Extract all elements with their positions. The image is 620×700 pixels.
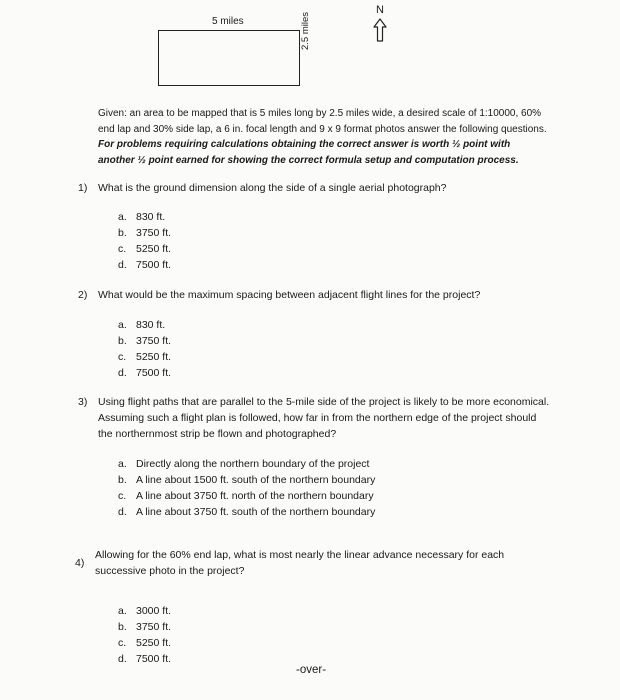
question-1-option-d[interactable]: d. 7500 ft.	[118, 259, 172, 271]
question-3-option-d[interactable]: d. A line about 3750 ft. south of the northern boundary	[118, 506, 376, 518]
given-paragraph	[98, 106, 548, 168]
question-2-number: 2)	[78, 289, 88, 301]
question-4-option-a[interactable]: a. 3000 ft.	[118, 605, 172, 617]
length-label: 5 miles	[212, 16, 244, 27]
question-4-text: Allowing for the 60% end lap, what is most nearly the linear advance necessary for each successive photo in the project?	[95, 549, 505, 577]
question-4-option-c[interactable]: c. 5250 ft.	[118, 637, 172, 649]
question-2-option-b[interactable]: b. 3750 ft.	[118, 335, 172, 347]
question-4-option-d[interactable]: d. 7500 ft.	[118, 653, 172, 665]
width-label: 2.5 miles	[300, 11, 311, 50]
question-1-option-a[interactable]: a. 830 ft.	[118, 211, 166, 223]
question-1-option-c[interactable]: c. 5250 ft.	[118, 243, 172, 255]
question-1-option-b[interactable]: b. 3750 ft.	[118, 227, 172, 239]
north-arrow	[368, 4, 392, 42]
grading-note: For problems requiring calculations obtaining the correct answer is worth ½ point with another ½ point earned for showing the correct formula setup and computation process.	[98, 139, 519, 166]
question-2-option-a[interactable]: a. 830 ft.	[118, 319, 166, 331]
question-2-option-c[interactable]: c. 5250 ft.	[118, 351, 172, 363]
question-3-option-b[interactable]: b. A line about 1500 ft. south of the northern boundary	[118, 474, 376, 486]
question-3-number: 3)	[78, 396, 88, 408]
question-3-text: Using flight paths that are parallel to the 5-mile side of the project is likely to be more economical. Assuming such a flight plan is followed, how far in from the northern edge of the project should the northernmost strip be flown and photographed?	[98, 396, 550, 440]
question-1-text: What is the ground dimension along the side of a single aerial photograph?	[98, 182, 447, 194]
project-area-rectangle	[158, 30, 300, 86]
page-footer-over: -over-	[296, 664, 327, 676]
north-arrow-icon	[373, 18, 387, 42]
question-2-option-d[interactable]: d. 7500 ft.	[118, 367, 172, 379]
question-4-option-b[interactable]: b. 3750 ft.	[118, 621, 172, 633]
north-label: N	[376, 4, 384, 16]
question-1-number: 1)	[78, 182, 88, 194]
question-2-text: What would be the maximum spacing between adjacent flight lines for the project?	[98, 289, 481, 301]
given-text: Given: an area to be mapped that is 5 miles long by 2.5 miles wide, a desired scale of 1:10000, 60% end lap and 30% side lap, a 6 in. focal length and 9 x 9 format photos answer the following questions.	[98, 108, 547, 135]
question-4-number: 4)	[75, 557, 85, 569]
question-3-option-c[interactable]: c. A line about 3750 ft. north of the northern boundary	[118, 490, 374, 502]
question-3-option-a[interactable]: a. Directly along the northern boundary of the project	[118, 458, 370, 470]
